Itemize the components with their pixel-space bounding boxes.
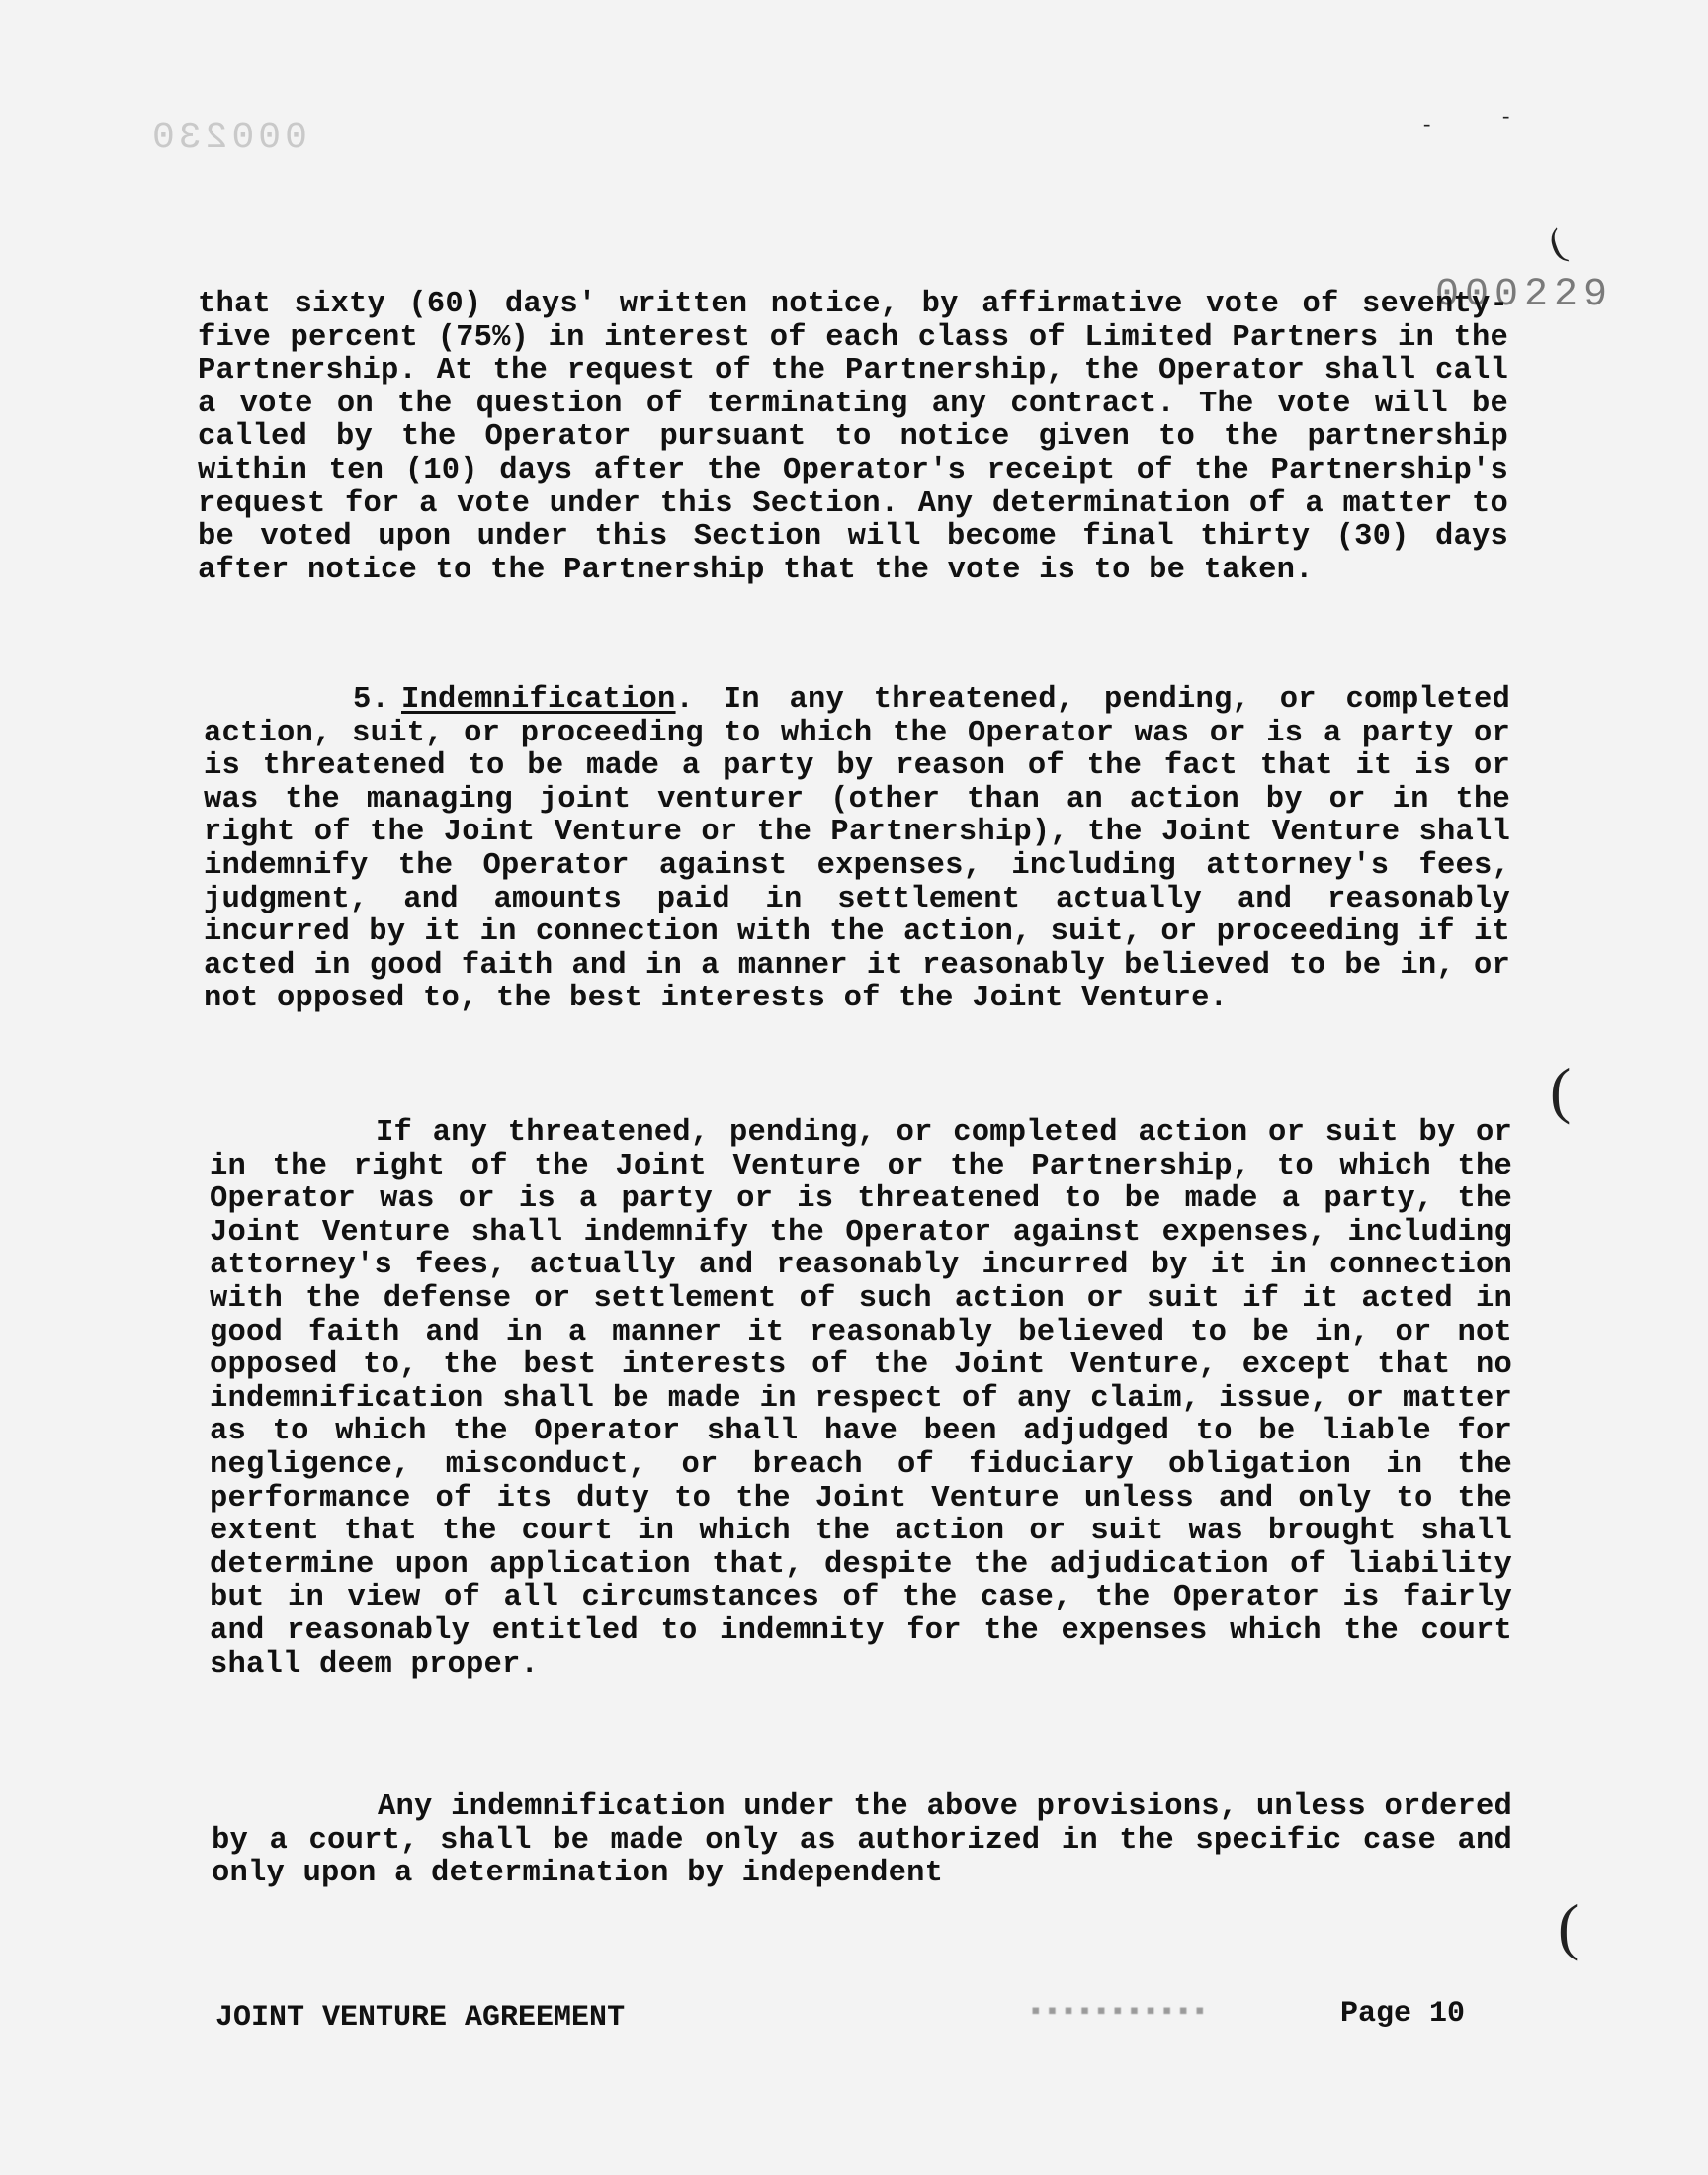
paragraph-text: Any indemnification under the above provisions, unless ordered by a court, shall be made only as authorized in the specific case and only upon a determination by independent bbox=[212, 1790, 1512, 1891]
hole-punch-mark: ( bbox=[1550, 1055, 1572, 1125]
paragraph-indemnification bbox=[204, 684, 1510, 1016]
section-number-text: 5. bbox=[352, 683, 389, 717]
hole-punch-mark: ( bbox=[1542, 219, 1571, 266]
section-heading: Indemnification bbox=[401, 683, 676, 717]
footer-title: JOINT VENTURE AGREEMENT bbox=[215, 2001, 626, 2035]
paragraph-authorization bbox=[212, 1791, 1512, 1891]
scan-dash-mark: - bbox=[1502, 103, 1510, 128]
section-body: . In any threatened, pending, or completed action, suit, or proceeding to which the Operator was or is a party or is threatened to be made a party by reason of the fact that it is or was the managing joint venturer (other than an action by or in the right of the Joint Venture or the Partnership), the Joint Venture shall indemnify the Operator against expenses, including attorney's fees, judgment, and amounts paid in settlement actually and reasonably incurred by it in connection with the action, suit, or proceeding if it acted in good faith and in a manner it reasonably believed to be in, or not opposed to, the best interests of the Joint Venture. bbox=[204, 683, 1510, 1016]
faint-bates-number: 000230 bbox=[148, 117, 307, 159]
paragraph-termination-vote: that sixty (60) days' written notice, by affirmative vote of seventy-five percent (75%) in interest of each class of Limited Partners in the Partnership. At the request of the Partnership, the Operator shall call a vote on the question of terminating any contract. The vote will be called by the Operator pursuant to notice given to the partnership within ten (10) days after the Operator's receipt of the Partnership's request for a vote under this Section. Any determination of a matter to be voted upon under this Section will become final thirty (30) days after notice to the Partnership that the vote is to be taken. bbox=[198, 288, 1508, 587]
paragraph-derivative-action bbox=[210, 1117, 1512, 1682]
footer-smudge: ▪▪▪▪▪▪▪▪▪▪▪ bbox=[1028, 1997, 1209, 2027]
scan-dash-mark: - bbox=[1423, 111, 1431, 135]
paragraph-text: If any threatened, pending, or completed action or suit by or in the right of the Joint Venture or the Partnership, to which the Operator was or is a party or is threatened to be made a party, the Joint Venture shall indemnify the Operator against expenses, including attorney's fees, actually and reasonably incurred by it in connection with the defense or settlement of such action or suit if it acted in good faith and in a manner it reasonably believed to be in, or not opposed to, the best interests of the Joint Venture, except that no indemnification shall be made in respect of any claim, issue, or matter as to which the Operator shall have been adjudged to be liable for negligence, misconduct, or breach of fiduciary obligation in the performance of its duty to the Joint Venture unless and only to the extent that the court in which the action or suit was brought shall determine upon application that, despite the adjudication of liability but in view of all circumstances of the case, the Operator is fairly and reasonably entitled to indemnity for the expenses which the court shall deem proper. bbox=[210, 1116, 1512, 1682]
footer-page-number: Page 10 bbox=[1340, 1997, 1466, 2031]
section-number bbox=[204, 683, 389, 718]
hole-punch-mark: ( bbox=[1558, 1891, 1580, 1961]
bates-number-stamp: 000229 bbox=[1435, 273, 1614, 317]
